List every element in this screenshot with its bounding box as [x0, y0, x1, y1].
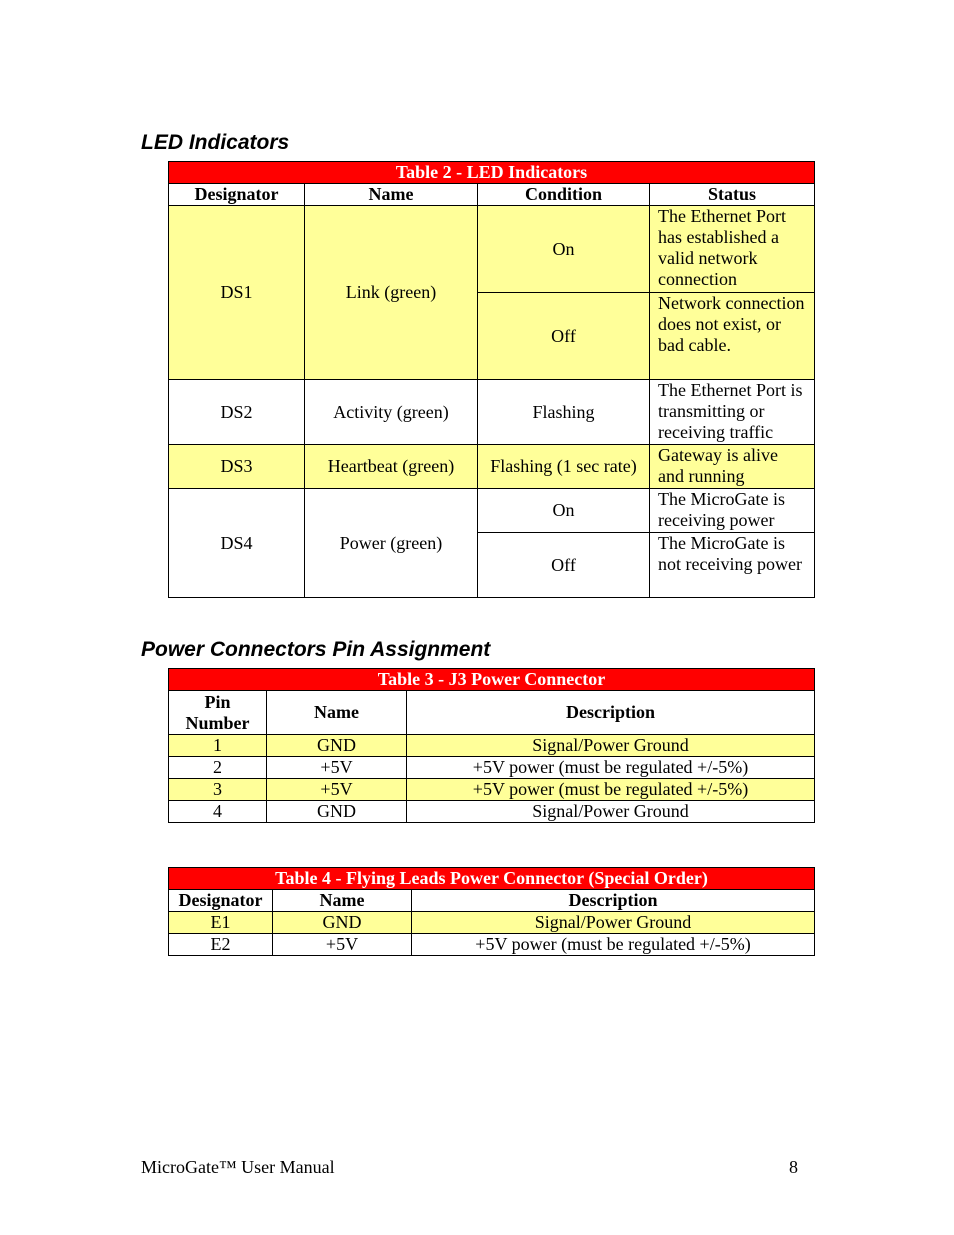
- description-cell: +5V power (must be regulated +/-5%): [412, 934, 815, 956]
- column-header: Designator: [169, 890, 273, 912]
- description-cell: Signal/Power Ground: [412, 912, 815, 934]
- column-header: Description: [407, 691, 815, 735]
- led-indicators-heading: LED Indicators: [141, 131, 290, 154]
- status-cell: The Ethernet Port has established a valid network connection: [650, 206, 815, 293]
- description-cell: Signal/Power Ground: [407, 801, 815, 823]
- condition-cell: On: [478, 489, 650, 533]
- status-cell: The Ethernet Port is transmitting or receiving traffic: [650, 380, 815, 445]
- name-cell: Link (green): [305, 206, 478, 380]
- name-cell: Heartbeat (green): [305, 445, 478, 489]
- designator-cell: DS3: [169, 445, 305, 489]
- table-row: [169, 801, 815, 823]
- column-header: Status: [650, 184, 815, 206]
- designator-cell: DS1: [169, 206, 305, 380]
- name-cell: GND: [267, 735, 407, 757]
- status-cell: Gateway is alive and running: [650, 445, 815, 489]
- designator-cell: E2: [169, 934, 273, 956]
- table-title-row: [169, 162, 815, 184]
- column-header: Pin Number: [169, 691, 267, 735]
- table-row: [169, 735, 815, 757]
- table-title-row: [169, 868, 815, 890]
- table-row: [169, 380, 815, 445]
- designator-cell: DS2: [169, 380, 305, 445]
- name-cell: +5V: [267, 757, 407, 779]
- table-title-row: [169, 669, 815, 691]
- condition-cell: Flashing (1 sec rate): [478, 445, 650, 489]
- footer-manual-title: MicroGate™ User Manual: [141, 1157, 335, 1177]
- description-cell: +5V power (must be regulated +/-5%): [407, 779, 815, 801]
- flying-leads-power-connector-table: [168, 867, 815, 956]
- name-cell: +5V: [273, 934, 412, 956]
- column-header: Name: [267, 691, 407, 735]
- description-cell: +5V power (must be regulated +/-5%): [407, 757, 815, 779]
- table-row: [169, 912, 815, 934]
- name-cell: Activity (green): [305, 380, 478, 445]
- led-indicators-table: [168, 161, 815, 598]
- table-row: [169, 206, 815, 293]
- table-row: [169, 489, 815, 533]
- condition-cell: Off: [478, 533, 650, 598]
- table-row: [169, 934, 815, 956]
- column-header: Condition: [478, 184, 650, 206]
- table-title: Table 3 - J3 Power Connector: [169, 669, 815, 691]
- designator-cell: E1: [169, 912, 273, 934]
- name-cell: +5V: [267, 779, 407, 801]
- table-header-row: [169, 890, 815, 912]
- power-connectors-heading: Power Connectors Pin Assignment: [141, 638, 491, 661]
- status-cell: Network connection does not exist, or bad cable.: [650, 293, 815, 380]
- pin-cell: 3: [169, 779, 267, 801]
- pin-cell: 2: [169, 757, 267, 779]
- column-header: Name: [273, 890, 412, 912]
- pin-cell: 1: [169, 735, 267, 757]
- pin-cell: 4: [169, 801, 267, 823]
- name-cell: GND: [273, 912, 412, 934]
- table-title: Table 4 - Flying Leads Power Connector (Special Order): [169, 868, 815, 890]
- table-row: [169, 445, 815, 489]
- condition-cell: Flashing: [478, 380, 650, 445]
- condition-cell: On: [478, 206, 650, 293]
- name-cell: Power (green): [305, 489, 478, 598]
- designator-cell: DS4: [169, 489, 305, 598]
- description-cell: Signal/Power Ground: [407, 735, 815, 757]
- table-row: [169, 779, 815, 801]
- footer-page-number: 8: [789, 1157, 798, 1177]
- table-row: [169, 757, 815, 779]
- column-header: Name: [305, 184, 478, 206]
- name-cell: GND: [267, 801, 407, 823]
- table-title: Table 2 - LED Indicators: [169, 162, 815, 184]
- j3-power-connector-table: [168, 668, 815, 823]
- column-header: Description: [412, 890, 815, 912]
- status-cell: The MicroGate is not receiving power: [650, 533, 815, 598]
- table-header-row: [169, 691, 815, 735]
- status-cell: The MicroGate is receiving power: [650, 489, 815, 533]
- table-header-row: [169, 184, 815, 206]
- condition-cell: Off: [478, 293, 650, 380]
- column-header: Designator: [169, 184, 305, 206]
